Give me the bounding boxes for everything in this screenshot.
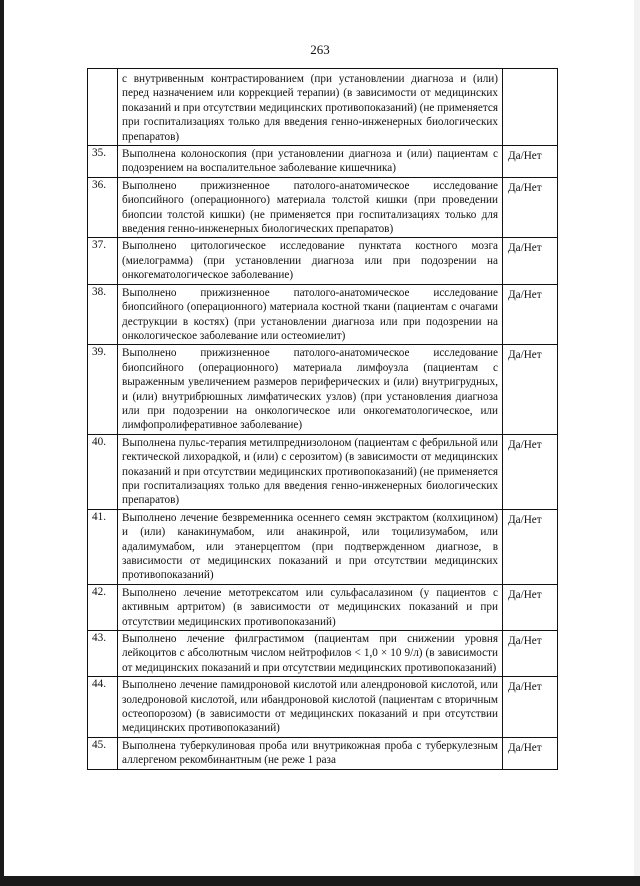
table-row <box>88 737 558 769</box>
row-number: 44. <box>88 677 118 738</box>
row-answer <box>503 69 558 146</box>
row-answer: Да/Нет <box>503 509 558 584</box>
page-number: 263 <box>310 42 330 57</box>
row-criterion-text: с внутривенным контрастированием (при установлении диагноза и (или) перед назначением или коррекцией терапии) (в зависимости от медицинских показаний и при отсутствии медицинских противопоказаний) (не применяется при госпитализациях только для введения генно-инженерных биологических препаратов) <box>118 69 503 146</box>
row-criterion-text: Выполнено лечение безвременника осеннего семян экстрактом (колхицином) и (или) канакинумабом, или анакинрой, или тоцилизумабом, или адалимумабом, или этанерцептом (при подтвержденном диагнозе, в зависимости от медицинских показаний и при отсутствии медицинских противопоказаний) <box>118 509 503 584</box>
row-number: 37. <box>88 238 118 284</box>
row-number: 39. <box>88 345 118 434</box>
row-criterion-text: Выполнено прижизненное патолого-анатомическое исследование биопсийного (операционного) материала толстой кишки (при проведении биопсии толстой кишки) (не применяется при госпитализациях только для введения генно-инженерных биологических препаратов) <box>118 177 503 238</box>
scan-border-right <box>634 0 640 886</box>
row-answer: Да/Нет <box>503 238 558 284</box>
row-criterion-text: Выполнена туберкулиновая проба или внутрикожная проба с туберкулезным аллергеном рекомбинантным (не реже 1 раза <box>118 737 503 769</box>
row-number: 45. <box>88 737 118 769</box>
row-number: 36. <box>88 177 118 238</box>
row-number: 41. <box>88 509 118 584</box>
criteria-table <box>87 68 558 770</box>
row-answer: Да/Нет <box>503 146 558 178</box>
table-row <box>88 284 558 345</box>
row-number: 42. <box>88 584 118 630</box>
table-row <box>88 434 558 509</box>
row-criterion-text: Выполнено лечение филграстимом (пациентам при снижении уровня лейкоцитов с абсолютным числом нейтрофилов < 1,0 × 10 9/л) (в зависимости от медицинских показаний и при отсутствии медицинских противопоказаний) <box>118 631 503 677</box>
row-number: 43. <box>88 631 118 677</box>
row-criterion-text: Выполнена пульс-терапия метилпреднизолоном (пациентам с фебрильной или гектической лихорадкой, и (или) с серозитом) (в зависимости от медицинских показаний и при отсутствии медицинских противопоказаний) (не применяется при госпитализациях только для введения генно-инженерных биологических препаратов) <box>118 434 503 509</box>
row-criterion-text: Выполнено лечение памидроновой кислотой или алендроновой кислотой, или золедроновой кислотой, или ибандроновой кислотой (пациентам с вторичным остеопорозом) (в зависимости от медицинских показаний и при отсутствии медицинских противопоказаний) <box>118 677 503 738</box>
table-row <box>88 509 558 584</box>
table-row <box>88 238 558 284</box>
table-row <box>88 631 558 677</box>
row-number: 35. <box>88 146 118 178</box>
row-answer: Да/Нет <box>503 677 558 738</box>
row-answer: Да/Нет <box>503 584 558 630</box>
row-number: 38. <box>88 284 118 345</box>
table-row <box>88 345 558 434</box>
table-row <box>88 677 558 738</box>
table-row <box>88 177 558 238</box>
row-number <box>88 69 118 146</box>
row-answer: Да/Нет <box>503 434 558 509</box>
row-answer: Да/Нет <box>503 284 558 345</box>
row-criterion-text: Выполнено лечение метотрексатом или сульфасалазином (у пациентов с активным артритом) (в зависимости от медицинских показаний и при отсутствии медицинских противопоказаний) <box>118 584 503 630</box>
scan-border-left <box>0 0 4 886</box>
row-criterion-text: Выполнено прижизненное патолого-анатомическое исследование биопсийного (операционного) материала костной ткани (пациентам с очагами деструкции в костях) (при установлении диагноза или при подозрении на онкологическое заболевание или остеомиелит) <box>118 284 503 345</box>
scan-border-bottom <box>0 876 640 886</box>
table-row <box>88 584 558 630</box>
row-answer: Да/Нет <box>503 737 558 769</box>
row-answer: Да/Нет <box>503 631 558 677</box>
table-row <box>88 69 558 146</box>
row-answer: Да/Нет <box>503 345 558 434</box>
row-criterion-text: Выполнено прижизненное патолого-анатомическое исследование биопсийного (операционного) материала лимфоузла (пациентам с выраженным увеличением размеров периферических и (или) внутригрудных, и (или) внутрибрюшных лимфатических узлов) (при установления диагноза или при подозрении на онкологическое или онкогематологическое, или лимфопролиферативное заболевание) <box>118 345 503 434</box>
row-answer: Да/Нет <box>503 177 558 238</box>
row-number: 40. <box>88 434 118 509</box>
row-criterion-text: Выполнено цитологическое исследование пунктата костного мозга (миелограмма) (при установлении диагноза или при подозрении на онкогематологическое заболевание) <box>118 238 503 284</box>
table-row <box>88 146 558 178</box>
row-criterion-text: Выполнена колоноскопия (при установлении диагноза и (или) пациентам с подозрением на воспалительное заболевание кишечника) <box>118 146 503 178</box>
